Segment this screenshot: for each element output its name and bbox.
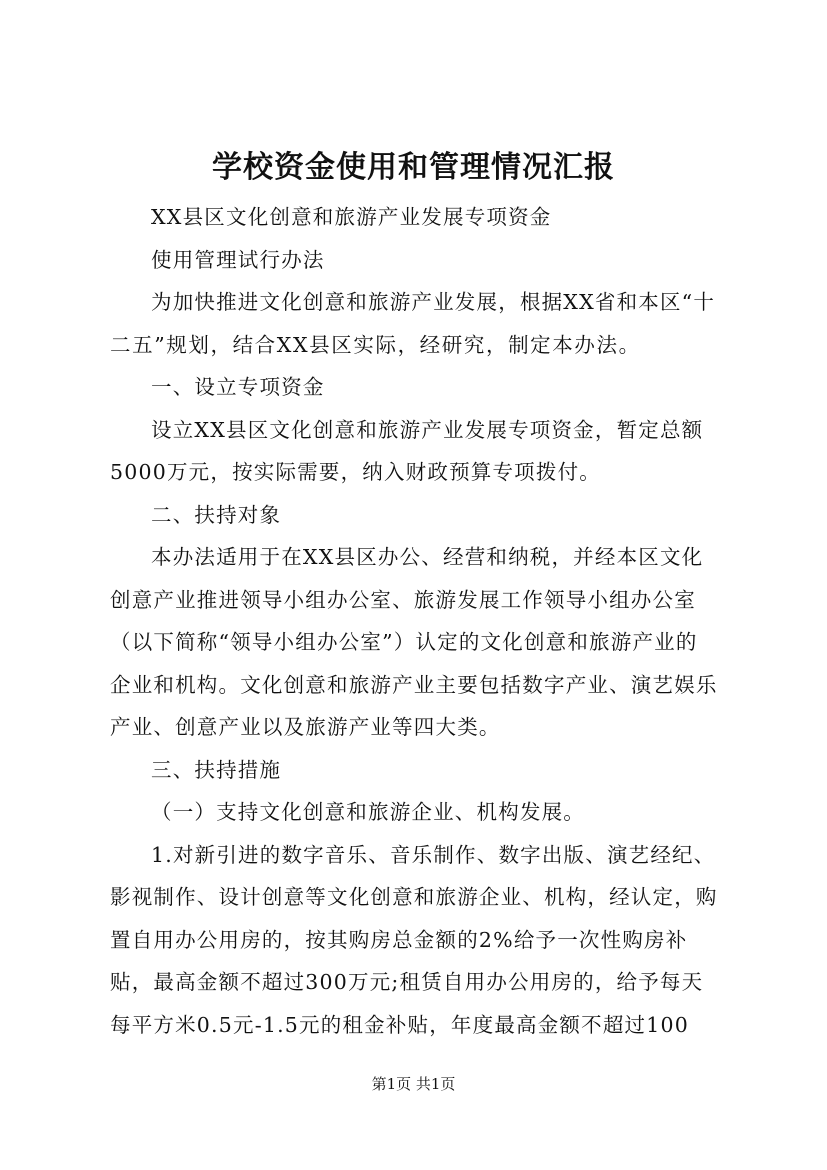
- body-line-16: 1.对新引进的数字音乐、音乐制作、数字出版、演艺经纪、: [151, 842, 716, 867]
- subsection-heading-1: （一）支持文化创意和旅游企业、机构发展。: [151, 800, 585, 824]
- body-line-18: 置自用办公用房的，按其购房总金额的2%给予一次性购房补: [110, 927, 688, 952]
- document-body: [110, 196, 725, 1046]
- body-line-12: 企业和机构。文化创意和旅游产业主要包括数字产业、演艺娱乐: [110, 672, 718, 697]
- body-line-10: 创意产业推进领导小组办公室、旅游发展工作领导小组办公室: [110, 587, 696, 612]
- body-line-4: 二五”规划，结合XX县区实际，经研究，制定本办法。: [110, 332, 641, 357]
- section-heading-2: 二、扶持对象: [151, 502, 282, 527]
- body-line-2: 使用管理试行办法: [151, 247, 325, 272]
- body-line-7: 5000万元，按实际需要，纳入财政预算专项拨付。: [110, 460, 601, 484]
- body-line-3: 为加快推进文化创意和旅游产业发展，根据XX省和本区“十: [151, 290, 716, 314]
- body-line-1: XX县区文化创意和旅游产业发展专项资金: [151, 205, 552, 229]
- body-line-11: （以下简称“领导小组办公室”）认定的文化创意和旅游产业的: [110, 630, 698, 654]
- page-number-footer: 第1页 共1页: [371, 1075, 456, 1093]
- body-line-6: 设立XX县区文化创意和旅游产业发展专项资金，暂定总额: [151, 417, 704, 442]
- body-line-20: 每平方米0.5元-1.5元的租金补贴，年度最高金额不超过100: [110, 1012, 689, 1037]
- body-line-17: 影视制作、设计创意等文化创意和旅游企业、机构，经认定，购: [110, 885, 718, 909]
- section-heading-3: 三、扶持措施: [151, 757, 282, 782]
- document-title: 学校资金使用和管理情况汇报: [212, 150, 615, 185]
- body-line-13: 产业、创意产业以及旅游产业等四大类。: [110, 715, 501, 739]
- body-line-9: 本办法适用于在XX县区办公、经营和纳税，并经本区文化: [151, 545, 704, 569]
- section-heading-1: 一、设立专项资金: [151, 375, 325, 399]
- body-line-19: 贴，最高金额不超过300万元;租赁自用办公用房的，给予每天: [110, 970, 704, 994]
